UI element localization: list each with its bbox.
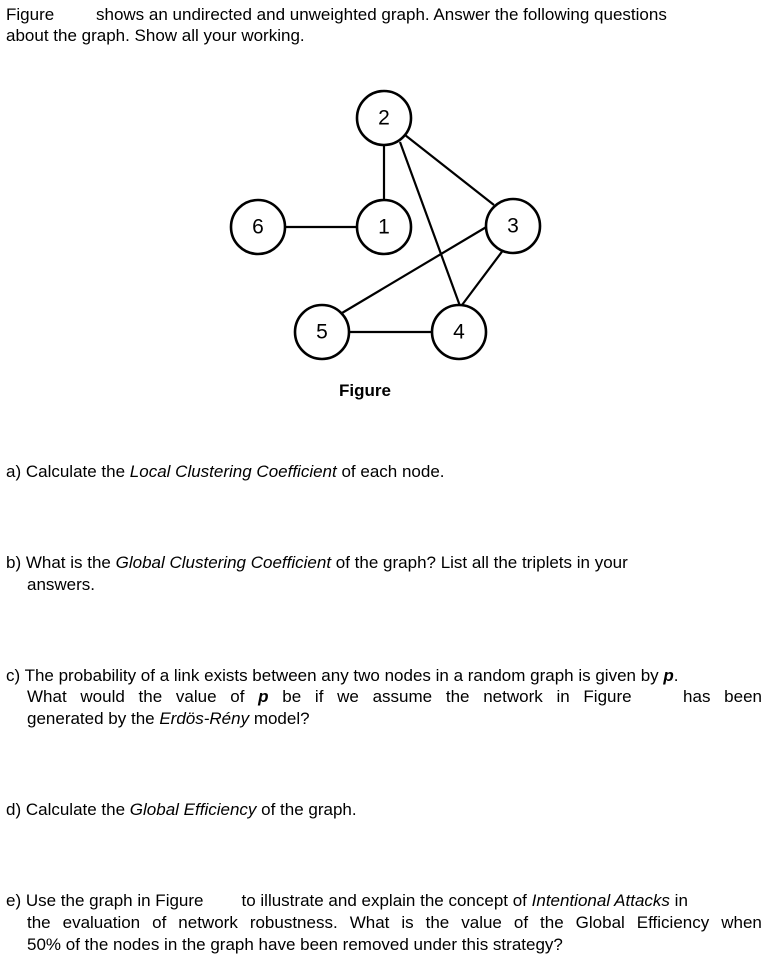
node-4-label: 4 (453, 320, 465, 344)
node-3 (486, 199, 540, 253)
question-c-line-2: What would the value of p be if we assume the network in Figure has been (27, 687, 762, 706)
node-2 (357, 91, 411, 145)
graph-figure (0, 0, 766, 380)
intro-figure-ref: Figure (6, 5, 55, 24)
figure-caption: Figure (339, 381, 391, 400)
question-c-line-3: generated by the Erdös-Rény model? (27, 709, 310, 728)
term-erdos-renyi: Erdös-Rény (159, 709, 250, 728)
question-c-line-1: c) The probability of a link exists between any two nodes in a random graph is given by p. (6, 666, 679, 685)
question-e-line-1: e) Use the graph in Figure to illustrate and explain the concept of Intentional Attacks in (6, 891, 688, 910)
question-b-line-1: b) What is the Global Clustering Coefficient of the graph? List all the triplets in your (6, 553, 628, 572)
edge-3-4 (462, 249, 504, 305)
question-b-line-2: answers. (27, 575, 96, 594)
question-e-line-2: the evaluation of network robustness. What is the value of the Global Efficiency when (27, 913, 762, 932)
intro-line-1: shows an undirected and unweighted graph. Answer the following questions (96, 5, 667, 24)
node-5 (295, 305, 349, 359)
node-1-label: 1 (378, 215, 390, 239)
node-3-label: 3 (507, 214, 519, 238)
term-local-clustering: Local Clustering Coefficient (129, 462, 337, 481)
question-e-line-3: 50% of the nodes in the graph have been removed under this strategy? (27, 935, 563, 954)
node-2-label: 2 (378, 106, 390, 130)
term-global-clustering: Global Clustering Coefficient (115, 553, 332, 572)
intro-line-2: about the graph. Show all your working. (6, 26, 305, 45)
term-intentional-attacks: Intentional Attacks (531, 891, 670, 910)
node-4 (432, 305, 486, 359)
node-1 (357, 200, 411, 254)
node-5-label: 5 (316, 320, 328, 344)
question-d: d) Calculate the Global Efficiency of the graph. (6, 800, 357, 819)
node-6-label: 6 (252, 215, 264, 239)
term-global-efficiency: Global Efficiency (129, 800, 257, 819)
node-6 (231, 200, 285, 254)
question-a: a) Calculate the Local Clustering Coefficient of each node. (6, 462, 445, 481)
